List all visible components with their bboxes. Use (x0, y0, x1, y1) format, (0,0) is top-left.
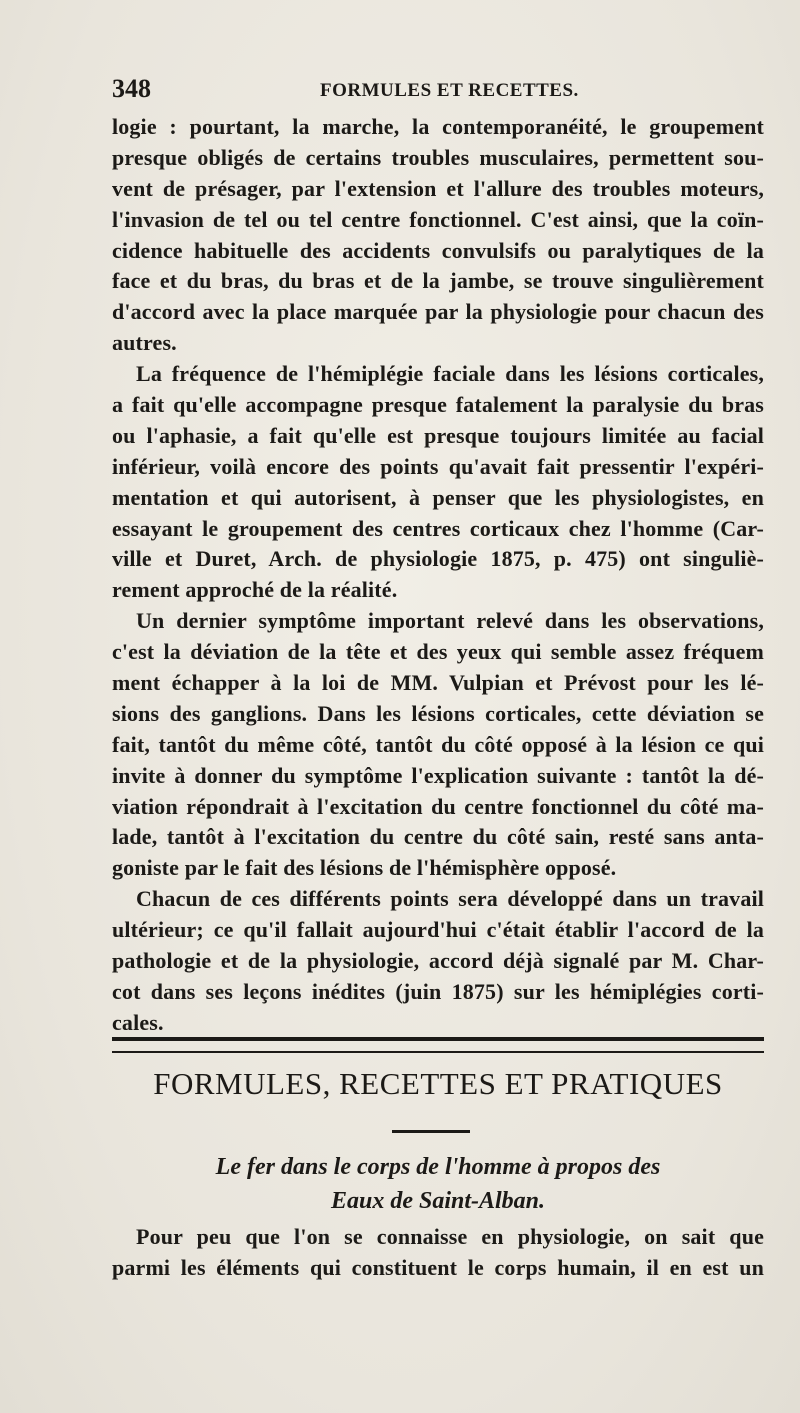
page-number: 348 (112, 74, 151, 103)
heading-underline-rule (392, 1130, 470, 1133)
text-line: Chacun de ces différents points sera développé dans un travail (136, 886, 764, 912)
article-title-line: Le fer dans le corps de l'homme à propos des (215, 1154, 661, 1180)
text-line: pathologie et de la physiologie, accord déjà signalé par M. Char- (112, 948, 764, 974)
text-line: l'invasion de tel ou tel centre fonctionnel. C'est ainsi, que la coïn- (112, 206, 764, 232)
running-head (112, 74, 762, 110)
section-heading: FORMULES, RECETTES ET PRATIQUES (153, 1066, 723, 1101)
text-line: Un dernier symptôme important relevé dans les observations, (136, 608, 764, 634)
text-line: inférieur, voilà encore des points qu'avait fait pressentir l'expéri- (112, 453, 764, 479)
text-line: goniste par le fait des lésions de l'hémisphère opposé. (112, 855, 617, 881)
running-title: FORMULES ET RECETTES. (320, 80, 579, 101)
text-line: rement approché de la réalité. (112, 577, 398, 603)
text-line: autres. (112, 330, 177, 356)
text-line: fait, tantôt du même côté, tantôt du côté opposé à la lésion ce qui (112, 731, 764, 757)
text-line: viation répondrait à l'excitation du centre fonctionnel du côté ma- (112, 793, 764, 819)
text-line: cales. (112, 1009, 164, 1035)
text-line: invite à donner du symptôme l'explication suivante : tantôt la dé- (112, 762, 764, 788)
section-divider-rule (112, 1037, 764, 1053)
text-line: vent de présager, par l'extension et l'allure des troubles moteurs, (112, 175, 764, 201)
text-line: cidence habituelle des accidents convulsifs ou paralytiques de la (112, 237, 764, 263)
text-line: La fréquence de l'hémiplégie faciale dans les lésions corticales, (136, 361, 764, 387)
text-line: parmi les éléments qui constituent le corps humain, il en est un (112, 1254, 764, 1280)
text-line: logie : pourtant, la marche, la contemporanéité, le groupement (112, 114, 764, 139)
text-line: ment échapper à la loi de MM. Vulpian et Prévost pour les lé- (112, 670, 764, 696)
text-line: essayant le groupement des centres corticaux chez l'homme (Car- (112, 515, 764, 541)
body-text (112, 112, 764, 1039)
text-line: d'accord avec la place marquée par la physiologie pour chacun des (112, 299, 764, 325)
text-line: ville et Duret, Arch. de physiologie 1875, p. 475) ont singuliè- (112, 546, 764, 572)
article-body (112, 1222, 764, 1284)
text-line: ou l'aphasie, a fait qu'elle est presque toujours limitée au facial (112, 422, 764, 448)
text-line: c'est la déviation de la tête et des yeux qui semble assez fréquem (112, 639, 764, 665)
article-title (112, 1150, 764, 1218)
text-line: Pour peu que l'on se connaisse en physiologie, on sait que (136, 1224, 764, 1249)
text-line: mentation et qui autorisent, à penser que les physiologistes, en (112, 484, 764, 510)
article-title-line: Eaux de Saint-Alban. (330, 1188, 546, 1214)
text-line: sions des ganglions. Dans les lésions corticales, cette déviation se (112, 700, 764, 726)
text-line: cot dans ses leçons inédites (juin 1875) sur les hémiplégies corti- (112, 978, 764, 1004)
text-line: ultérieur; ce qu'il fallait aujourd'hui c'était établir l'accord de la (112, 917, 764, 943)
text-line: presque obligés de certains troubles musculaires, permettent sou- (112, 144, 764, 170)
text-line: face et du bras, du bras et de la jambe, se trouve singulièrement (112, 268, 764, 294)
text-line: lade, tantôt à l'excitation du centre du côté sain, resté sans anta- (112, 824, 764, 850)
text-line: a fait qu'elle accompagne presque fatalement la paralysie du bras (112, 392, 764, 418)
